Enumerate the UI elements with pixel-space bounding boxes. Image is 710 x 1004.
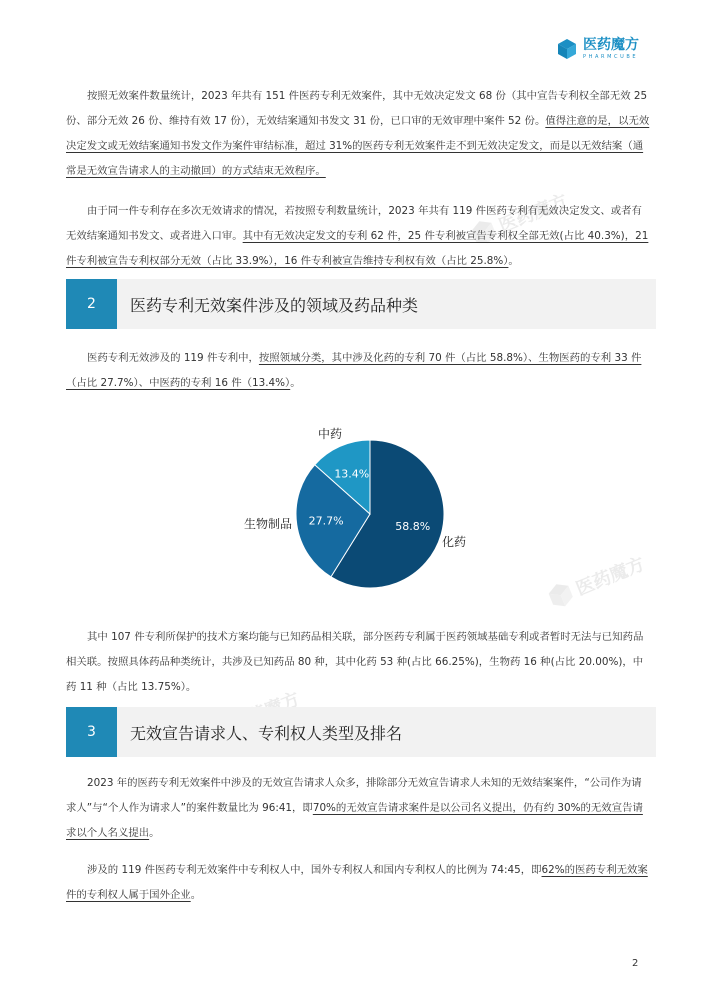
section-title: 无效宣告请求人、专利权人类型及排名 (130, 723, 403, 743)
watermark-text: 医药魔方 (573, 553, 648, 600)
section-header-3 (66, 707, 656, 757)
paragraph-text: 由于同一件专利存在多次无效请求的情况，若按照专利数量统计，2023 年共有 119 件医药专利有无效决定发文、或者有无效结案通知书发文、或者进入口审。 (66, 205, 642, 242)
paragraph-text: 医药专利无效涉及的 119 件专利中， (87, 352, 259, 364)
paragraph-text: 涉及的 119 件医药专利无效案件中专利权人中，国外专利权人和国内专利权人的比例为 74:45，即 (87, 864, 542, 876)
paragraph-field-classification (66, 346, 652, 396)
paragraph-patent-count (66, 199, 652, 274)
section-number: 2 (66, 279, 117, 329)
brand-logo (556, 38, 639, 60)
paragraph-text: 。 (508, 255, 519, 267)
paragraph-highlight: 其中有无效决定发文的专利 62 件，25 件专利被宣告专利权全部无效(占比 40.3%)，21 件专利被宣告专利权部分无效（占比 33.9%），16 件专利被宣告维持专利权有效（占比 25.8%） (66, 230, 649, 267)
pie-value-label: 13.4% (334, 467, 370, 481)
paragraph-requester-types (66, 771, 652, 846)
paragraph-highlight: 值得注意的是，以无效决定发文或无效结案通知书发文作为案件审结标准，超过 31%的医药专利无效案件走不到无效决定发文，而是以无效结案（通常是无效宣告请求人的主动撤回）的方式结束无效程序。 (66, 115, 650, 177)
section-title: 医药专利无效案件涉及的领域及药品种类 (130, 295, 419, 315)
page-number: 2 (632, 958, 639, 969)
brand-name: 医药魔方 (583, 37, 639, 53)
pie-category-label: 化药 (442, 535, 467, 549)
section-number: 3 (66, 707, 117, 757)
pie-category-label: 生物制品 (243, 517, 292, 531)
paragraph-patentee-types (66, 858, 652, 908)
paragraph-text: 其中 107 件专利所保护的技术方案均能与已知药品相关联，部分医药专利属于医药领域基础专利或者暂时无法与已知药品相关联。按照具体药品种类统计，共涉及已知药品 80 种，其中化药 53 种(占比 66.25%)，生物药 16 种(占比 20.00%)，中药 11 种（占比 13.75%） (66, 631, 644, 693)
paragraph-highlight: 70%的无效宣告请求案件是以公司名义提出，仍有约 30%的无效宣告请求以个人名义提出 (66, 802, 643, 839)
section-header-2 (66, 279, 656, 329)
paragraph-text: 。 (290, 377, 301, 389)
pie-value-label: 27.7% (308, 514, 344, 528)
watermark-text: 医药魔方 (496, 190, 571, 237)
paragraph-highlight: 62%的医药专利无效案件的专利权人属于国外企业 (66, 864, 648, 901)
paragraph-invalid-cases-count (66, 84, 652, 184)
paragraph-text: 按照无效案件数量统计，2023 年共有 151 件医药专利无效案件，其中无效决定发文 68 份（其中宣告专利权全部无效 25 份、部分无效 26 份、维持有效 17 份），无效结案通知书发文 31 份，已口审的无效审理中案件 52 份。 (66, 90, 648, 127)
pie-category-label: 中药 (318, 427, 343, 441)
pie-value-label: 58.8% (395, 520, 431, 534)
paragraph-drug-types (66, 625, 652, 700)
paragraph-highlight: 按照领域分类，其中涉及化药的专利 70 件（占比 58.8%）、生物医药的专利 33 件（占比 27.7%）、中医药的专利 16 件（13.4%） (66, 352, 642, 389)
brand-subtitle: PHARMCUBE (583, 54, 639, 60)
cube-icon (544, 578, 578, 612)
paragraph-text: 。 (190, 889, 202, 901)
paragraph-text: 。 (185, 681, 197, 693)
paragraph-text: 2023 年的医药专利无效案件中涉及的无效宣告请求人众多，排除部分无效宣告请求人未知的无效结案案件，“公司作为请求人”与“个人作为请求人”的案件数量比为 96:41，即 (66, 777, 642, 814)
field-pie-chart (220, 410, 480, 610)
cube-icon (556, 38, 578, 60)
watermark (544, 550, 648, 612)
paragraph-text: 。 (149, 827, 160, 839)
